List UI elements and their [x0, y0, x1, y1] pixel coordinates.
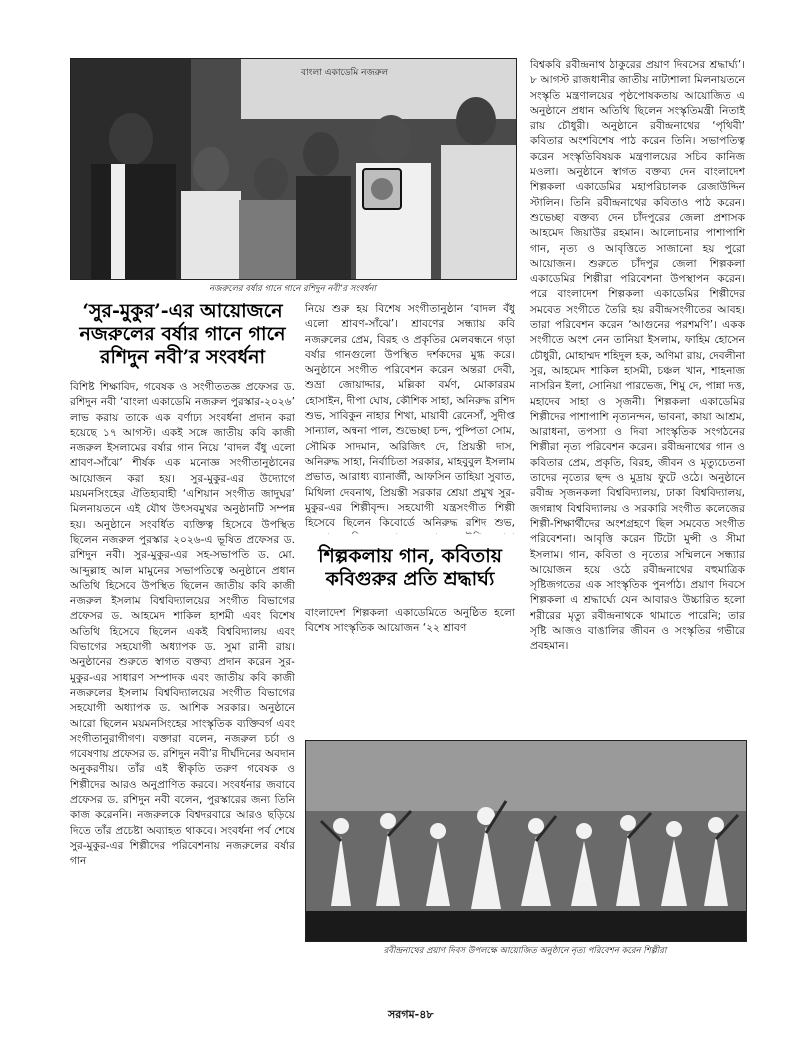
article2-headline: শিল্পকলায় গান, কবিতায় কবিগুরুর প্রতি শ্রদ্ধার্ঘ্য	[318, 545, 502, 591]
article2-column3-text: বিশ্বকবি রবীন্দ্রনাথ ঠাকুরের প্রয়াণ দিবসের শ্রদ্ধার্ঘ্য’। ৮ আগস্ট রাজধানীর জাতীয় নাট্যশালা মিলনায়তনে সংস্কৃতি মন্ত্রণালয়ের পৃষ্ঠপোষকতায় আয়োজিত এ অনুষ্ঠানে প্রধান অতিথি ছিলেন সংস্কৃতিমন্ত্রী নিতাই রায় চৌধুরী। অনুষ্ঠানে রবীন্দ্রনাথের ‘পৃথিবী’ কবিতার অংশবিশেষ পাঠ করেন তিনি। সভাপতিত্ব করেন সংস্কৃতিবিষয়ক মন্ত্রণালয়ের সচিব কানিজ মওলা। অনুষ্ঠানে স্বাগত বক্তব্য দেন বাংলাদেশ শিল্পকলা একাডেমির মহাপরিচালক রেজাউদ্দিন স্টালিন। তিনি রবীন্দ্রনাথের কবিতাও পাঠ করেন। শুভেচ্ছা বক্তব্য দেন চাঁদপুরের জেলা প্রশাসক আহমেদ জিয়াউর রহমান। আলোচনার পাশাপাশি গান, নৃত্য ও আবৃত্তিতে সাজানো হয় পুরো আয়োজন। শুরুতে চাঁদপুর জেলা শিল্পকলা একাডেমির শিল্পীরা পরিবেশনা উপস্থাপন করেন। পরে বাংলাদেশ শিল্পকলা একাডেমির শিল্পীদের সমবেত সংগীতে তৈরি হয় রবীন্দ্রসংগীতের আবহ। তারা পরিবেশন করেন ‘আগুনের পরশমণি’। একক সংগীতে অংশ নেন তানিয়া ইসলাম, ফাহিম হোসেন চৌধুরী, মোহাম্মদ শহিদুল হক, অণিমা রায়, দেবলীনা সুর, আহমেদ শাকিল হাসমী, চঞ্চল খান, শাহনাজ নাসরিন ইলা, সোনিয়া পারভেজ, শিমু দে, পান্না দত্ত, মহাদেব সাহা ও সৃজনী। শিল্পকলা একাডেমির শিল্পীদের পাশাপাশি নৃত্যনন্দন, ভাবনা, কায়া আশ্রম, আরাধনা, তপস্যা ও দিবা সাংস্কৃতিক সংগঠনের শিল্পীরা নৃত্য পরিবেশন করেন। রবীন্দ্রনাথের গান ও কবিতার প্রেম, প্রকৃতি, বিরহ, জীবন ও মৃত্যুচেতনা তাদের নৃত্যের ছন্দ ও মুদ্রায় ফুটে ওঠে। অনুষ্ঠানে রবীন্দ্র সৃজনকলা বিশ্ববিদ্যালয়, ঢাকা বিশ্ববিদ্যালয়, জগন্নাথ বিশ্ববিদ্যালয় ও সরকারি সংগীত কলেজের শিল্পী-শিক্ষার্থীদের অংশগ্রহণে ছিল সমবেত সংগীত পরিবেশনা। আবৃত্তি করেন টিটো মুন্সী ও সীমা ইসলাম। গান, কবিতা ও নৃত্যের সম্মিলনে সন্ধ্যার আয়োজন হয়ে ওঠে রবীন্দ্রনাথের বহুমাত্রিক সৃষ্টিজগতের এক সাংস্কৃতিক পুনর্পাঠ। প্রয়াণ দিবসে শিল্পকলা এ শ্রদ্ধার্ঘ্যে যেন আবারও উচ্চারিত হলো শরীরের মৃত্যু রবীন্দ্রনাথকে থামাতে পারেনি; তার সৃষ্টি আজও বাঙালির জীবন ও সংস্কৃতির গভীরে প্রবহমান।	[530, 59, 745, 653]
page-number-label: সরগম-৪৮	[388, 1008, 434, 1021]
article1-column1	[70, 380, 295, 995]
article1-headline: ‘সুর-মুকুর’-এর আয়োজনে নজরুলের বর্ষার গানে গানে রশিদুন নবী’র সংবর্ধনা	[79, 300, 286, 369]
dance-performance-photo	[305, 740, 747, 942]
article2-column3	[530, 58, 745, 740]
article2-intro	[305, 606, 515, 638]
photo2-caption: রবীন্দ্রনাথের প্রয়াণ দিবস উপলক্ষে আয়োজিত অনুষ্ঠানে নৃত্য পরিবেশন করেন শিল্পীরা	[383, 946, 667, 956]
photo1-caption: নজরুলের বর্ষার গানে গানে রশিদুন নবী’র সংবর্ধনা	[208, 284, 377, 294]
award-ceremony-photo	[70, 58, 517, 280]
article1-column2	[305, 302, 515, 534]
banner-text: বাংলা একাডেমি নজরুল	[301, 68, 389, 78]
article1-column2-text: নিয়ে শুরু হয় বিশেষ সংগীতানুষ্ঠান ‘বাদল বঁধু এলো শ্রাবণ-সাঁঝে’। শ্রাবণের সন্ধ্যায় কবি নজরুলের প্রেম, বিরহ ও প্রকৃতির মেলবন্ধনে গড়া বর্ষার গানগুলো উপস্থিত দর্শকদের মুগ্ধ করে। অনুষ্ঠানে সংগীত পরিবেশন করেন অন্তরা দেবী, শুভ্রা জোয়াদ্দার, মল্লিকা বর্মণ, মোকাররম হোসাইন, দীপা ঘোষ, কৌশিক সাহা, অনিরুদ্ধ রশিদ শুভ, সাবিকুন নাহার শিখা, মায়াবী রেনেসাঁ, সুদীপ্ত সান্যাল, অন্বনা পাল, শুভেচ্ছা চন্দ, পুষ্পিতা সোম, সৌমিক সাদমান, অরিজিৎ দে, প্রিয়স্তী দাস, অনিরুদ্ধ সাহা, নির্বাচিতা সরকার, মাহবুবুল ইসলাম প্রভাত, আরাধ্য ব্যানার্জী, আফসিন তাহিয়া সুবাত, মিথিলা দেবনাথ, প্রিয়স্তী সরকার শ্রেয়া প্রমুখ সুর-মুকুর-এর শিল্পীবৃন্দ। সহযোগী যন্ত্রসংগীত শিল্পী হিসেবে ছিলেন কিবোর্ডে অনিরুদ্ধ রশিদ শুভ,	[305, 303, 515, 530]
dance-performance-illustration	[306, 741, 746, 941]
article2-intro-text: বাংলাদেশ শিল্পকলা একাডেমিতে অনুষ্ঠিত হলো বিশেষ সাংস্কৃতিক আয়োজন ‘২২ শ্রাবণ	[305, 607, 515, 635]
article1-column1-text: বিশিষ্ট শিক্ষাবিদ, গবেষক ও সংগীততজ্ঞ প্রফেসর ড. রশিদুন নবী ‘বাংলা একাডেমি নজরুল পুরস্কার-২০২৬’ লাভ করায় তাকে এক বর্ণাঢ্য সংবর্ধনা প্রদান করা হয়েছে ১৭ আগস্ট। একই সঙ্গে জাতীয় কবি কাজী নজরুল ইসলামের বর্ষার গান নিয়ে ‘বাদল বঁধু এলো শ্রাবণ-সাঁঝে’ শীর্ষক এক মনোজ্ঞ সংগীতানুষ্ঠানের আয়োজন করা হয়। সুর-মুকুর-এর উদ্যোগে ময়মনসিংহের ঐতিহ্যবাহী ‘এশিয়ান সংগীত জাদুঘর’ মিলনায়তনে এই যৌথ উৎসবমুখর অনুষ্ঠানটি সম্পন্ন হয়। অনুষ্ঠানে সংবর্ধিত ব্যক্তিত্ব হিসেবে উপস্থিত ছিলেন নজরুল পুরস্কার ২০২৬-এ ভূষিত প্রফেসর ড. রশিদুন নবী। সুর-মুকুর-এর সহ-সভাপতি ড. মো. আব্দুল্লাহ আল মামুনের সভাপতিত্বে অনুষ্ঠানে প্রধান অতিথি হিসেবে উপস্থিত ছিলেন জাতীয় কবি কাজী নজরুল ইসলাম বিশ্ববিদ্যালয়ের সংগীত বিভাগের প্রফেসর ড. আহমেদ শাকিল হাশমী এবং বিশেষ অতিথি হিসেবে ছিলেন একই বিশ্ববিদ্যালয় এবং বিভাগের সহযোগী অধ্যাপক ড. সুমা রানী রায়। অনুষ্ঠানের শুরুতে স্বাগত বক্তব্য প্রদান করেন সুর-মুকুর-এর সাধারণ সম্পাদক এবং জাতীয় কবি কাজী নজরুলের ইসলাম বিশ্ববিদ্যালয়ের সংগীত বিভাগের সহযোগী অধ্যাপক ড. আশিক সরকার। অনুষ্ঠানে আরো ছিলেন ময়মনসিংহের সাংস্কৃতিক ব্যক্তিবর্গ এবং সংগীতানুরাগীগণ। বক্তারা বলেন, নজরুল চর্চা ও গবেষণায় প্রফেসর ড. রশিদুন নবী’র দীর্ঘদিনের অবদান অনুকরণীয়। তাঁর এই স্বীকৃতি তরুণ গবেষক ও শিল্পীদের আরও অনুপ্রাণিত করবে। সংবর্ধনার জবাবে প্রফেসর ড. রশিদুন নবী বলেন, পুরস্কারের জন্য তিনি কাজ করেননি। নজরুলকে বিশ্বদরবারে আরও ছড়িয়ে দিতে তাঁর প্রচেষ্টা অব্যাহত থাকবে। সংবর্ধনা পর্ব শেষে সুর-মুকুর-এর শিল্পীদের পরিবেশনায় নজরুলের বর্ষার গান	[70, 381, 295, 868]
award-ceremony-illustration	[71, 59, 516, 279]
